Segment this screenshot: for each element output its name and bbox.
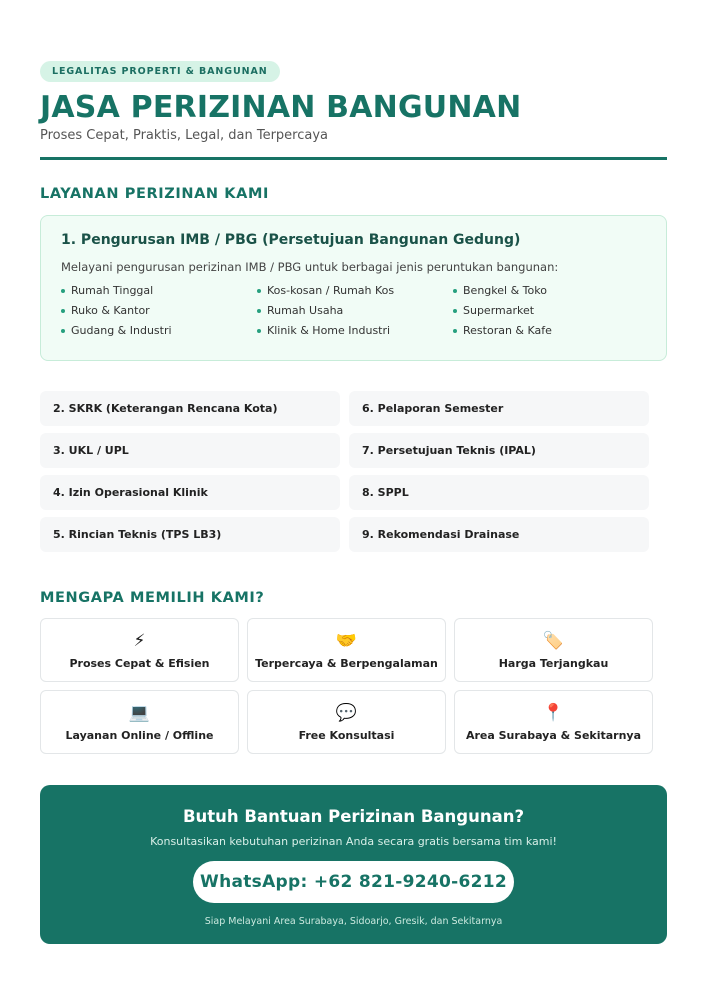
whatsapp-button[interactable]: WhatsApp: +62 821-9240-6212 [193, 861, 514, 903]
why-card-label: Terpercaya & Berpengalaman [255, 656, 438, 670]
imb-pbg-feature-card [40, 215, 667, 361]
document-page [40, 59, 667, 944]
service-item: 9. Rekomendasi Drainase [349, 517, 649, 552]
location-pin-icon: 📍 [542, 702, 565, 723]
bullet-icon [453, 309, 457, 313]
why-card-fast [40, 618, 239, 682]
why-card-label: Free Konsultasi [298, 728, 395, 742]
feature-title: 1. Pengurusan IMB / PBG (Persetujuan Bangunan Gedung) [61, 232, 521, 248]
why-card-consultation [247, 690, 446, 754]
services-grid [40, 391, 667, 552]
cta-banner [40, 785, 667, 944]
list-item: Rumah Tinggal [61, 284, 257, 297]
price-tag-icon: 🏷️ [542, 630, 565, 651]
why-card-label: Harga Terjangkau [498, 656, 609, 670]
list-item: Rumah Usaha [257, 304, 453, 317]
why-card-label: Area Surabaya & Sekitarnya [465, 728, 642, 742]
service-item: 2. SKRK (Keterangan Rencana Kota) [40, 391, 340, 426]
why-us-grid [40, 618, 667, 754]
building-type-list [61, 284, 646, 337]
list-item: Kos-kosan / Rumah Kos [257, 284, 453, 297]
handshake-icon: 🤝 [335, 630, 358, 651]
list-item: Ruko & Kantor [61, 304, 257, 317]
why-card-online [40, 690, 239, 754]
bullet-icon [453, 329, 457, 333]
service-item: 4. Izin Operasional Klinik [40, 475, 340, 510]
list-item: Supermarket [453, 304, 649, 317]
bullet-icon [61, 329, 65, 333]
title-divider [40, 157, 667, 160]
list-item: Bengkel & Toko [453, 284, 649, 297]
services-heading: LAYANAN PERIZINAN KAMI [40, 186, 269, 202]
service-item: 3. UKL / UPL [40, 433, 340, 468]
bullet-icon [257, 329, 261, 333]
lightning-icon: ⚡ [133, 630, 146, 651]
laptop-icon: 💻 [128, 702, 151, 723]
service-item: 8. SPPL [349, 475, 649, 510]
why-card-label: Layanan Online / Offline [65, 728, 214, 742]
why-card-trusted [247, 618, 446, 682]
bullet-icon [61, 289, 65, 293]
feature-description: Melayani pengurusan perizinan IMB / PBG untuk berbagai jenis peruntukan bangunan: [61, 260, 559, 274]
cta-title: Butuh Bantuan Perizinan Bangunan? [182, 807, 525, 826]
list-item: Gudang & Industri [61, 324, 257, 337]
why-us-heading: MENGAPA MEMILIH KAMI? [40, 590, 265, 606]
bullet-icon [257, 289, 261, 293]
cta-footer-note: Siap Melayani Area Surabaya, Sidoarjo, Gresik, dan Sekitarnya [204, 916, 503, 927]
service-item: 7. Persetujuan Teknis (IPAL) [349, 433, 649, 468]
why-card-price [454, 618, 653, 682]
cta-description: Konsultasikan kebutuhan perizinan Anda secara gratis bersama tim kami! [150, 835, 557, 848]
chat-bubble-icon: 💬 [335, 702, 358, 723]
why-card-label: Proses Cepat & Efisien [69, 656, 210, 670]
bullet-icon [257, 309, 261, 313]
service-item: 6. Pelaporan Semester [349, 391, 649, 426]
bullet-icon [453, 289, 457, 293]
why-card-area [454, 690, 653, 754]
page-subtitle: Proses Cepat, Praktis, Legal, dan Terpercaya [40, 128, 329, 143]
bullet-icon [61, 309, 65, 313]
page-title: JASA PERIZINAN BANGUNAN [40, 90, 522, 125]
category-badge: LEGALITAS PROPERTI & BANGUNAN [40, 61, 280, 82]
list-item: Restoran & Kafe [453, 324, 649, 337]
list-item: Klinik & Home Industri [257, 324, 453, 337]
service-item: 5. Rincian Teknis (TPS LB3) [40, 517, 340, 552]
